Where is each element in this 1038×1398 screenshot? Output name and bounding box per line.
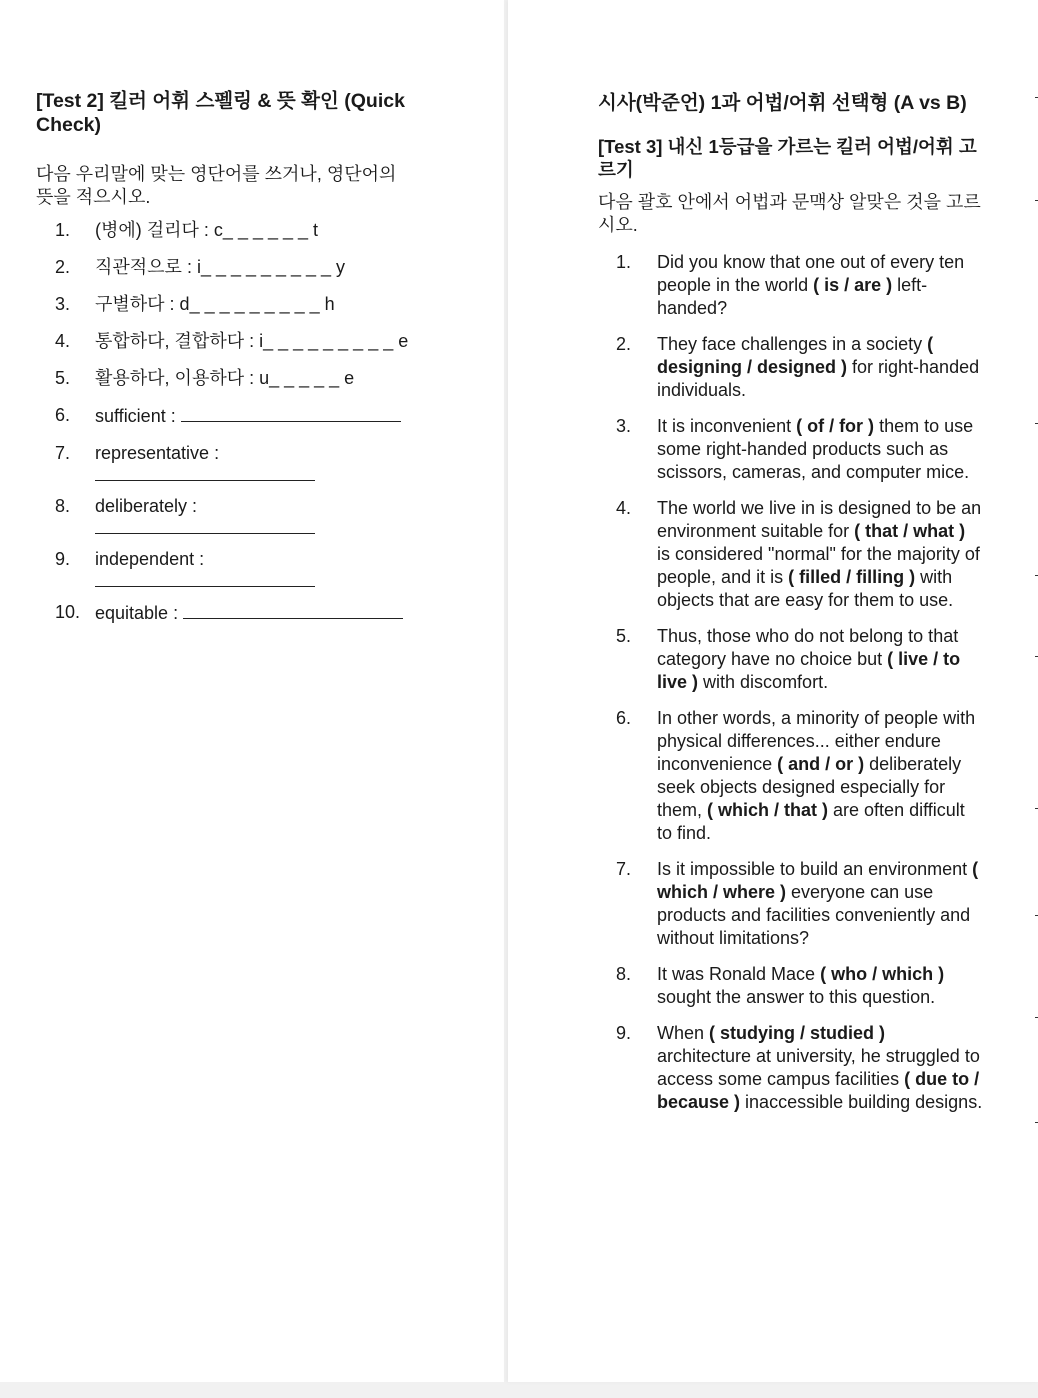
item-text: When [657, 1023, 710, 1043]
list-item [598, 415, 983, 484]
list-item [598, 858, 983, 950]
item-text: It was Ronald Mace [657, 964, 821, 984]
list-item [36, 330, 416, 353]
answer-blank[interactable] [95, 528, 315, 534]
item-text: sufficient : [95, 406, 176, 426]
item-number: 8. [616, 964, 632, 984]
list-item [598, 707, 983, 845]
item-number: 8. [55, 496, 71, 516]
item-number: 9. [616, 1023, 632, 1043]
item-number: 6. [55, 405, 71, 425]
choice-option[interactable]: ( studying / studied ) [709, 1023, 886, 1043]
list-item [598, 497, 983, 612]
item-text: representative : [95, 443, 220, 463]
item-text: independent : [95, 549, 205, 569]
answer-blank[interactable] [183, 601, 403, 619]
choice-option[interactable]: ( live / to live ) [657, 649, 961, 692]
choice-option[interactable]: ( that / what ) [854, 521, 966, 541]
answer-blank[interactable] [95, 581, 315, 587]
list-item [36, 293, 416, 316]
item-text: deliberately : [95, 496, 198, 516]
test3-section [598, 91, 983, 1127]
list-item [36, 601, 416, 625]
right-page [508, 0, 1038, 1382]
choice-option[interactable]: ( is / are ) [813, 275, 893, 295]
item-text: 구별하다 : d_ _ _ _ _ _ _ _ _ h [95, 294, 335, 314]
item-number: 10. [55, 602, 81, 622]
list-item [598, 333, 983, 402]
choice-option[interactable]: ( which / where ) [657, 859, 979, 902]
item-text: 통합하다, 결합하다 : i_ _ _ _ _ _ _ _ _ e [95, 331, 409, 351]
list-item [36, 495, 416, 534]
item-text: 활용하다, 이용하다 : u_ _ _ _ _ e [95, 368, 355, 388]
item-number: 5. [616, 626, 632, 646]
item-text: with objects that are easy for them to use. [657, 567, 954, 610]
left-page [0, 0, 504, 1382]
item-text: inaccessible building designs. [740, 1092, 983, 1112]
item-text: It is inconvenient [657, 416, 797, 436]
item-number: 6. [616, 708, 632, 728]
test2-section [36, 89, 416, 639]
item-number: 5. [55, 368, 71, 388]
item-text: The world we live in is designed to be an environment suitable for [657, 498, 982, 541]
answer-blank[interactable] [181, 404, 401, 422]
list-item [36, 442, 416, 481]
item-number: 4. [616, 498, 632, 518]
item-number: 4. [55, 331, 71, 351]
list-item [598, 963, 983, 1009]
item-text: In other words, a minority of people with physical differences... either endure inconvenience [657, 708, 976, 774]
item-text: Did you know that one out of every ten people in the world [657, 252, 965, 295]
item-text: everyone can use products and facilities conveniently and without limitations? [657, 882, 971, 948]
item-number: 9. [55, 549, 71, 569]
list-item [598, 625, 983, 694]
test3-instruction: 다음 괄호 안에서 어법과 문맥상 알맞은 것을 고르시오. [598, 192, 981, 235]
item-text: is considered "normal" for the majority of people, and it is [657, 544, 980, 587]
list-item [598, 251, 983, 320]
item-text: equitable : [95, 603, 179, 623]
list-item [36, 404, 416, 428]
test2-instruction: 다음 우리말에 맞는 영단어를 쓰거나, 영단어의 뜻을 적으시오. [36, 164, 397, 207]
item-text: Thus, those who do not belong to that category have no choice but [657, 626, 959, 669]
choice-option[interactable]: ( of / for ) [796, 416, 875, 436]
choice-option[interactable]: ( who / which ) [820, 964, 945, 984]
test2-title: [Test 2] 킬러 어휘 스펠링 & 뜻 확인 (Quick Check) [36, 90, 405, 136]
item-text: left-handed? [657, 275, 928, 318]
answer-blank[interactable] [95, 475, 315, 481]
item-text: Is it impossible to build an environment [657, 859, 973, 879]
item-text: are often difficult to find. [657, 800, 965, 843]
item-text: with discomfort. [698, 672, 829, 692]
item-text: architecture at university, he struggled to access some campus facilities [657, 1046, 980, 1089]
item-text: deliberately seek objects designed especially for them, [657, 754, 962, 820]
test3-title: [Test 3] 내신 1등급을 가르는 킬러 어법/어휘 고르기 [598, 136, 977, 180]
item-number: 3. [55, 294, 71, 314]
choice-option[interactable]: ( due to / because ) [657, 1069, 980, 1112]
item-number: 2. [55, 257, 71, 277]
item-number: 1. [616, 252, 632, 272]
item-text: 직관적으로 : i_ _ _ _ _ _ _ _ _ y [95, 257, 346, 277]
list-item [36, 548, 416, 587]
item-number: 2. [616, 334, 632, 354]
item-text: They face challenges in a society [657, 334, 928, 354]
item-number: 3. [616, 416, 632, 436]
choice-option[interactable]: ( filled / filling ) [788, 567, 916, 587]
item-number: 7. [616, 859, 632, 879]
choice-option[interactable]: ( and / or ) [777, 754, 865, 774]
choice-option[interactable]: ( which / that ) [707, 800, 829, 820]
item-text: them to use some right-handed products such as scissors, cameras, and computer mice. [657, 416, 974, 482]
list-item [36, 256, 416, 279]
choice-option[interactable]: ( designing / designed ) [657, 334, 934, 377]
item-text: (병에) 걸리다 : c_ _ _ _ _ _ t [95, 220, 319, 240]
doc-title: 시사(박준언) 1과 어법/어휘 선택형 (A vs B) [598, 92, 967, 114]
list-item [36, 367, 416, 390]
item-text: sought the answer to this question. [657, 987, 936, 1007]
item-number: 1. [55, 220, 71, 240]
list-item [598, 1022, 983, 1114]
test2-list [36, 219, 416, 625]
item-number: 7. [55, 443, 71, 463]
item-text: for right-handed individuals. [657, 357, 980, 400]
test3-list [598, 251, 983, 1114]
list-item [36, 219, 416, 242]
